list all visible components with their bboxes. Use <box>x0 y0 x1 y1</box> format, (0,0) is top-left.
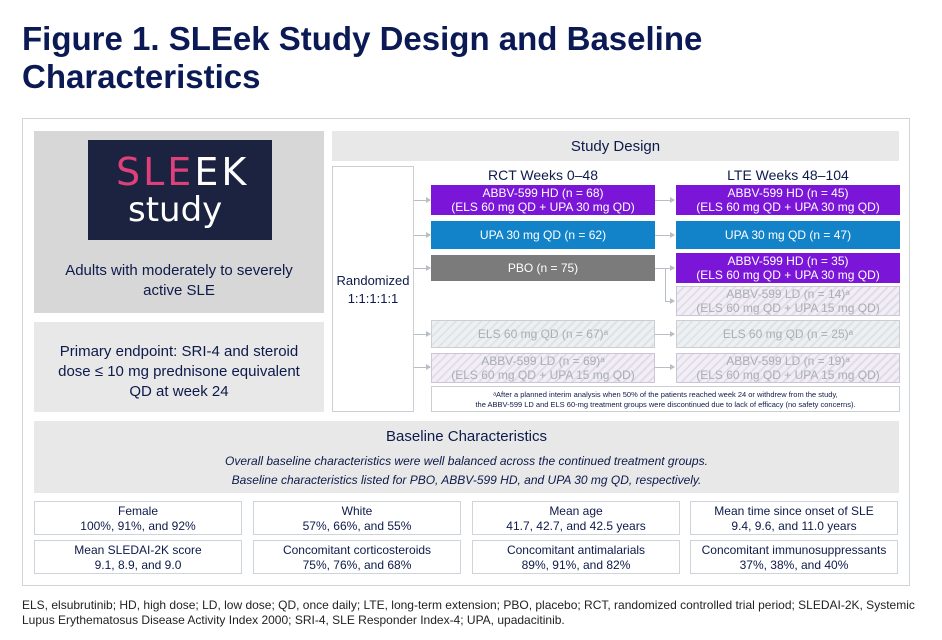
rct-arm-line1: ABBV-599 LD (n = 69)ᵃ <box>481 354 605 368</box>
population-text: Adults with moderately to severely active SLE <box>65 262 293 299</box>
lte-arm-upa <box>676 221 900 249</box>
footnote-line2: the ABBV-599 LD and ELS 60-mg treatment groups were discontinued due to lack of efficacy (no safety concerns). <box>475 400 856 409</box>
randomized-text: Randomized <box>336 273 410 288</box>
arrow-to-rct-els <box>414 334 430 335</box>
card-label: Mean SLEDAI-2K score <box>74 543 202 557</box>
logo-text-sle: SLE <box>116 150 195 194</box>
baseline-card-onset-time <box>690 501 898 535</box>
baseline-card-mean-age <box>472 501 680 535</box>
lte-period-label: LTE Weeks 48–104 <box>727 167 849 183</box>
lte-arm-pbo-to-hd <box>676 253 900 283</box>
lte-arm-pbo-to-ld <box>676 286 900 316</box>
baseline-card-corticosteroids <box>253 540 461 574</box>
arrow-upa-to-lte <box>655 235 674 236</box>
card-label: Concomitant antimalarials <box>506 543 646 557</box>
lte-arm-line2: (ELS 60 mg QD + UPA 30 mg QD) <box>696 200 880 214</box>
baseline-card-female <box>34 501 242 535</box>
lte-arm-els <box>676 320 900 348</box>
card-value: 9.4, 9.6, and 11.0 years <box>731 519 857 533</box>
baseline-card-antimalarials <box>472 540 680 574</box>
arrow-to-rct-pbo <box>414 268 430 269</box>
lte-arm-line1: UPA 30 mg QD (n = 47) <box>724 228 852 242</box>
arrow-to-rct-upa <box>414 235 430 236</box>
baseline-note-1: Overall baseline characteristics were well balanced across the continued treatment groups. <box>225 454 708 468</box>
card-value: 41.7, 42.7, and 42.5 years <box>506 519 646 533</box>
card-value: 75%, 76%, and 68% <box>302 558 412 572</box>
card-value: 100%, 91%, and 92% <box>80 519 196 533</box>
randomization-ratio: 1:1:1:1:1 <box>347 291 399 306</box>
lte-arm-line2: (ELS 60 mg QD + UPA 30 mg QD) <box>696 268 880 282</box>
card-label: Concomitant immunosuppressants <box>701 543 887 557</box>
lte-arm-line2: (ELS 60 mg QD + UPA 15 mg QD) <box>696 368 880 382</box>
lte-arm-abbv599-hd <box>676 185 900 215</box>
design-footnote <box>431 386 900 412</box>
card-label: Concomitant corticosteroids <box>282 543 432 557</box>
lte-arm-line1: ABBV-599 LD (n = 19)ᵃ <box>726 354 850 368</box>
lte-arm-line1: ABBV-599 LD (n = 14)ᵃ <box>726 287 850 301</box>
rct-arm-abbv599-hd <box>431 185 655 215</box>
rct-period-label: RCT Weeks 0–48 <box>488 167 598 183</box>
arrow-ld-to-lte <box>655 367 674 368</box>
arrow-to-rct-ld <box>414 367 430 368</box>
card-value: 89%, 91%, and 82% <box>521 558 631 572</box>
logo-text-study: study <box>128 190 223 230</box>
lte-arm-line2: (ELS 60 mg QD + UPA 15 mg QD) <box>696 301 880 315</box>
card-label: Mean time since onset of SLE <box>714 504 874 518</box>
rct-arm-upa <box>431 221 655 249</box>
rct-arm-line2: (ELS 60 mg QD + UPA 15 mg QD) <box>451 368 635 382</box>
sleek-study-logo <box>88 140 272 240</box>
lte-arm-line1: ABBV-599 HD (n = 45) <box>727 186 849 200</box>
pbo-branch-line <box>665 268 666 301</box>
arrow-pbo-to-lte-ld <box>665 301 674 302</box>
lte-arm-line1: ABBV-599 HD (n = 35) <box>727 254 849 268</box>
card-value: 57%, 66%, and 55% <box>302 519 412 533</box>
card-label: Mean age <box>549 504 603 518</box>
lte-arm-abbv599-ld <box>676 353 900 383</box>
lte-arm-line1: ELS 60 mg QD (n = 25)ᵃ <box>722 327 854 341</box>
baseline-card-sledai <box>34 540 242 574</box>
arrow-hd-to-lte <box>655 200 674 201</box>
rct-arm-line1: ELS 60 mg QD (n = 67)ᵃ <box>477 327 609 341</box>
baseline-note-2: Baseline characteristics listed for PBO, ABBV-599 HD, and UPA 30 mg QD, respectively. <box>231 473 702 487</box>
card-label: Female <box>117 504 158 518</box>
randomized-label <box>332 272 414 308</box>
baseline-card-immunosuppressants <box>690 540 898 574</box>
baseline-title: Baseline Characteristics <box>386 428 547 445</box>
card-value: 9.1, 8.9, and 9.0 <box>94 558 182 572</box>
baseline-card-white <box>253 501 461 535</box>
rct-arm-line2: (ELS 60 mg QD + UPA 30 mg QD) <box>451 200 635 214</box>
footnote-line1: ᵃAfter a planned interim analysis when 50% of the patients reached week 24 or withdrew from the study, <box>493 390 838 399</box>
study-design-title: Study Design <box>570 138 661 155</box>
rct-arm-abbv599-ld <box>431 353 655 383</box>
abbreviations-footnote: ELS, elsubrutinib; HD, high dose; LD, low dose; QD, once daily; LTE, long-term extension; PBO, placebo; RCT, randomized controlled trial period; SLEDAI-2K, Systemic Lupus Erythematosus Disease Activity Index 2000; SRI-4, SLE Responder Index-4; UPA, upadacitinib. <box>22 598 915 627</box>
logo-text-ek: EK <box>194 150 250 194</box>
rct-arm-line1: UPA 30 mg QD (n = 62) <box>479 228 607 242</box>
card-value: 37%, 38%, and 40% <box>739 558 849 572</box>
rct-arm-line1: PBO (n = 75) <box>507 261 579 275</box>
rct-arm-pbo <box>431 255 655 281</box>
arrow-to-rct-hd <box>414 200 430 201</box>
arrow-els-to-lte <box>655 334 674 335</box>
card-label: White <box>341 504 373 518</box>
rct-arm-els <box>431 320 655 348</box>
rct-arm-line1: ABBV-599 HD (n = 68) <box>482 186 604 200</box>
page-title: Figure 1. SLEek Study Design and Baseline Characteristics <box>22 20 703 95</box>
primary-endpoint-text: Primary endpoint: SRI-4 and steroid dose ≤ 10 mg prednisone equivalent QD at week 24 <box>58 343 300 400</box>
